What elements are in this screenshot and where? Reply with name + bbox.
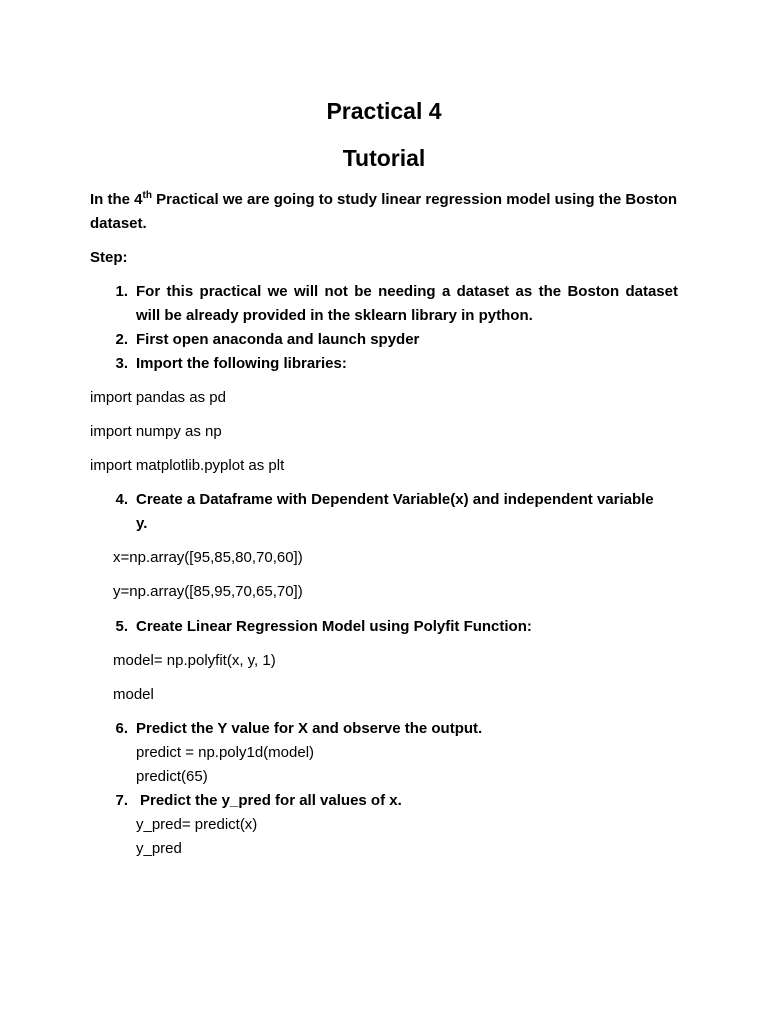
list-number: 5. bbox=[115, 618, 128, 635]
intro-text-a: In the 4 bbox=[90, 191, 143, 208]
page-title: Practical 4 bbox=[326, 98, 442, 124]
step-text: For this practical we will not be needing a dataset as the Boston dataset bbox=[136, 283, 678, 300]
code-line: y_pred= predict(x) bbox=[136, 816, 258, 833]
step-heading: Step: bbox=[90, 249, 128, 266]
step-text: Predict the Y value for X and observe the output. bbox=[136, 720, 483, 737]
intro-text-b: Practical we are going to study linear regression model using the Boston bbox=[151, 191, 678, 208]
code-line: model bbox=[113, 686, 154, 703]
code-line: model= np.polyfit(x, y, 1) bbox=[113, 652, 276, 669]
intro-line-2: dataset. bbox=[90, 215, 147, 232]
step-text: Predict the y_pred for all values of x. bbox=[140, 792, 402, 809]
intro-line-1 bbox=[90, 191, 677, 209]
step-text: Create Linear Regression Model using Polyfit Function: bbox=[136, 618, 532, 635]
code-line: import matplotlib.pyplot as plt bbox=[90, 457, 285, 474]
list-number: 7. bbox=[115, 792, 128, 809]
list-number: 3. bbox=[115, 355, 128, 372]
list-number: 1. bbox=[115, 283, 128, 300]
code-line: import pandas as pd bbox=[90, 389, 226, 406]
step-text: First open anaconda and launch spyder bbox=[136, 331, 420, 348]
list-number: 6. bbox=[115, 720, 128, 737]
code-line: predict(65) bbox=[136, 768, 208, 785]
step-text: Import the following libraries: bbox=[136, 355, 347, 372]
step-text-continued: will be already provided in the sklearn library in python. bbox=[136, 307, 533, 324]
code-line: y_pred bbox=[136, 840, 182, 857]
code-line: predict = np.poly1d(model) bbox=[136, 744, 315, 761]
list-number: 4. bbox=[115, 491, 128, 508]
code-line: y=np.array([85,95,70,65,70]) bbox=[113, 583, 303, 600]
intro-superscript: th bbox=[142, 190, 152, 201]
list-number: 2. bbox=[115, 331, 128, 348]
page-subtitle: Tutorial bbox=[342, 145, 426, 171]
step-text: Create a Dataframe with Dependent Variable(x) and independent variable bbox=[136, 491, 654, 508]
step-text-continued: y. bbox=[136, 515, 148, 532]
code-line: x=np.array([95,85,80,70,60]) bbox=[113, 549, 303, 566]
code-line: import numpy as np bbox=[90, 423, 222, 440]
